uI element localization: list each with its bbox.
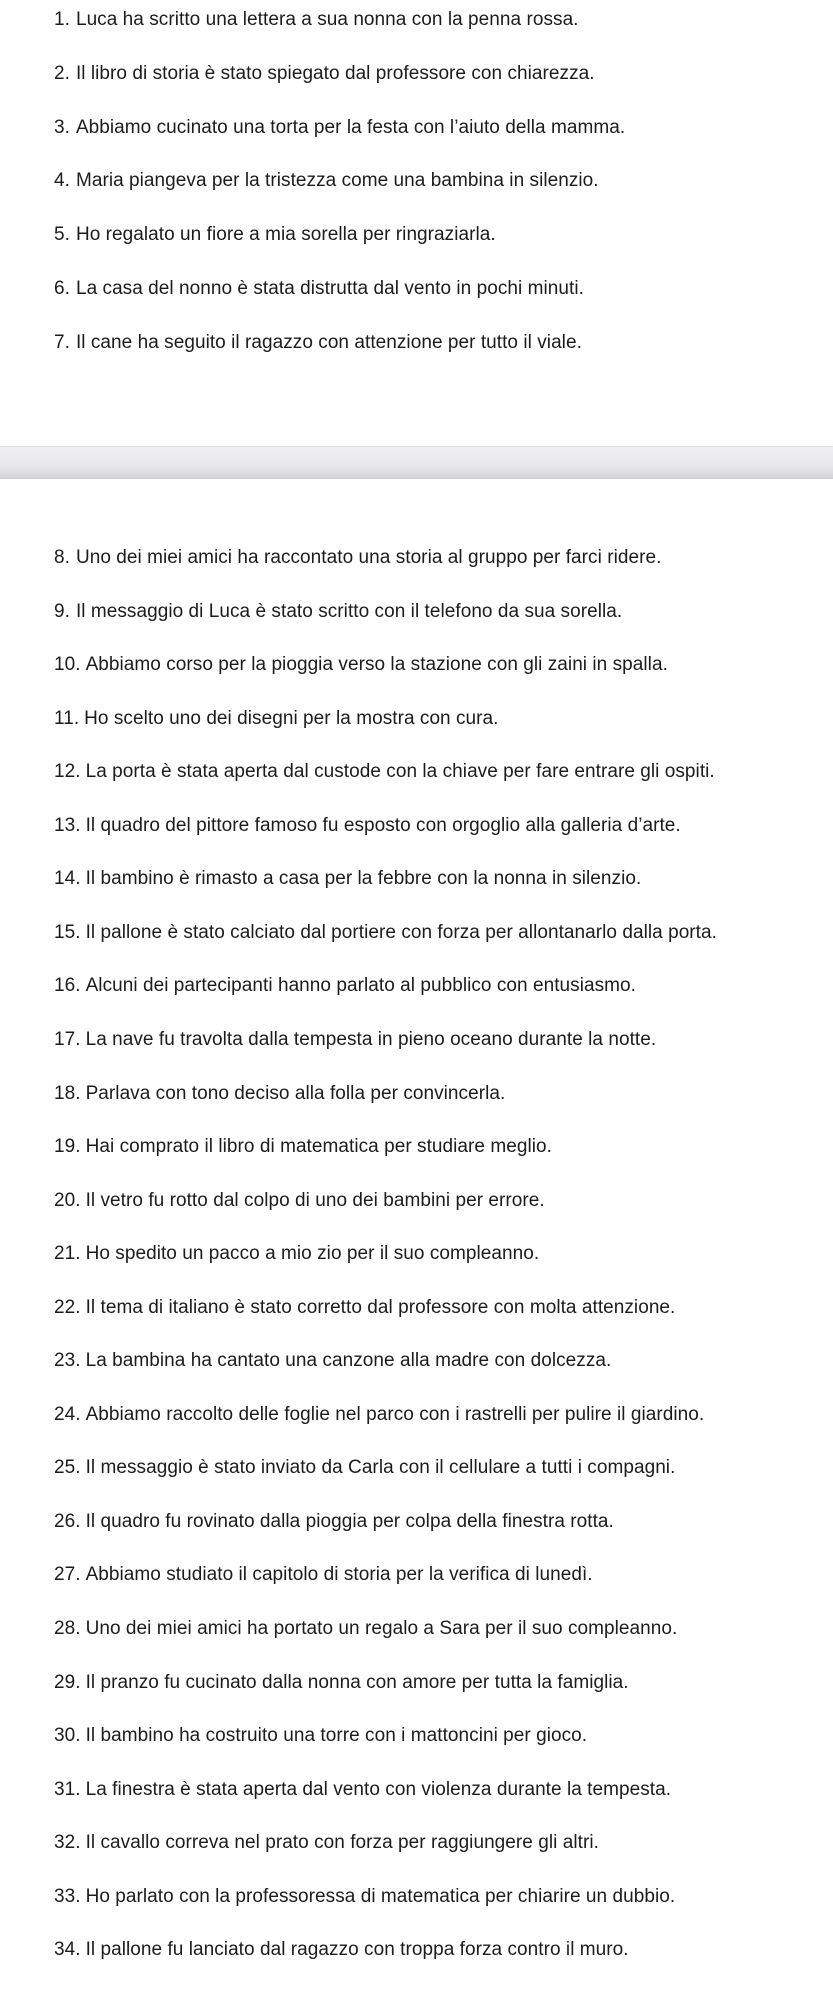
sentence-number: 13. [54, 815, 81, 836]
sentence-number: 31. [54, 1779, 81, 1800]
sentence-text: Ho parlato con la professoressa di matematica per chiarire un dubbio. [85, 1886, 676, 1907]
sentence-text: Il vetro fu rotto dal colpo di uno dei bambini per errore. [85, 1190, 545, 1211]
sentence-text: Il messaggio è stato inviato da Carla con il cellulare a tutti i compagni. [85, 1457, 676, 1478]
sentence-item [54, 760, 715, 784]
sentence-item [54, 1938, 629, 1962]
sentence-item [54, 1724, 587, 1748]
sentence-item [54, 1831, 599, 1855]
sentence-text: Il cane ha seguito il ragazzo con attenzione per tutto il viale. [75, 332, 582, 353]
sentence-text: Il bambino ha costruito una torre con i mattoncini per gioco. [85, 1725, 588, 1746]
sentence-item [54, 169, 599, 193]
sentence-item [54, 116, 625, 140]
sentence-text: Il messaggio di Luca è stato scritto con il telefono da sua sorella. [75, 601, 623, 622]
sentence-number: 7. [54, 332, 70, 353]
sentence-number: 20. [54, 1190, 81, 1211]
sentence-item [54, 1778, 671, 1802]
sentence-number: 17. [54, 1029, 81, 1050]
sentence-number: 30. [54, 1725, 81, 1746]
sentence-text: La finestra è stata aperta dal vento con violenza durante la tempesta. [85, 1779, 672, 1800]
sentence-number: 6. [54, 278, 70, 299]
sentence-text: Uno dei miei amici ha portato un regalo a Sara per il suo compleanno. [85, 1618, 678, 1639]
sentence-number: 27. [54, 1564, 81, 1585]
sentence-text: Il quadro fu rovinato dalla pioggia per colpa della finestra rotta. [85, 1511, 614, 1532]
sentence-number: 34. [54, 1939, 81, 1960]
sentence-item [54, 921, 717, 945]
sentence-number: 14. [54, 868, 81, 889]
sentence-item [54, 1563, 593, 1587]
sentence-text: Luca ha scritto una lettera a sua nonna con la penna rossa. [75, 9, 579, 30]
sentence-number: 4. [54, 170, 70, 191]
sentence-item [54, 546, 661, 570]
sentence-number: 25. [54, 1457, 81, 1478]
sentence-item [54, 653, 668, 677]
sentence-text: Maria piangeva per la tristezza come una bambina in silenzio. [75, 170, 599, 191]
sentence-text: Abbiamo corso per la pioggia verso la stazione con gli zaini in spalla. [85, 654, 668, 675]
sentence-number: 32. [54, 1832, 81, 1853]
sentence-item [54, 331, 582, 355]
sentence-number: 18. [54, 1083, 81, 1104]
sentence-text: Ho scelto uno dei disegni per la mostra con cura. [84, 708, 499, 729]
sentence-number: 26. [54, 1511, 81, 1532]
sentence-text: Hai comprato il libro di matematica per studiare meglio. [85, 1136, 552, 1157]
sentence-item [54, 277, 584, 301]
sentence-item [54, 1617, 677, 1641]
sentence-item [54, 1403, 704, 1427]
screenshot-divider [0, 446, 833, 479]
sentence-number: 23. [54, 1350, 81, 1371]
sentence-text: Ho spedito un pacco a mio zio per il suo compleanno. [85, 1243, 540, 1264]
sentence-text: Abbiamo raccolto delle foglie nel parco con i rastrelli per pulire il giardino. [85, 1404, 705, 1425]
sentence-item [54, 62, 595, 86]
sentence-number: 29. [54, 1672, 81, 1693]
sentence-number: 19. [54, 1136, 81, 1157]
sentence-text: Il pranzo fu cucinato dalla nonna con amore per tutta la famiglia. [85, 1672, 629, 1693]
sentence-text: Il tema di italiano è stato corretto dal professore con molta attenzione. [85, 1297, 676, 1318]
sentence-text: La bambina ha cantato una canzone alla madre con dolcezza. [85, 1350, 612, 1371]
sentence-item [54, 1671, 629, 1695]
sentence-item [54, 1349, 611, 1373]
sentence-number: 16. [54, 975, 81, 996]
sentence-item [54, 600, 622, 624]
sentence-text: Il libro di storia è stato spiegato dal professore con chiarezza. [75, 63, 595, 84]
sentence-number: 5. [54, 224, 70, 245]
sentence-number: 22. [54, 1297, 81, 1318]
sentence-text: Ho regalato un fiore a mia sorella per ringraziarla. [75, 224, 496, 245]
sentence-item [54, 8, 579, 32]
sentence-item [54, 974, 636, 998]
sentence-text: Il pallone è stato calciato dal portiere con forza per allontanarlo dalla porta. [85, 922, 717, 943]
sentence-item [54, 1885, 675, 1909]
sentence-item [54, 1456, 675, 1480]
sentence-item [54, 1082, 505, 1106]
sentence-text: Il pallone fu lanciato dal ragazzo con troppa forza contro il muro. [85, 1939, 629, 1960]
sentence-text: La porta è stata aperta dal custode con la chiave per fare entrare gli ospiti. [85, 761, 715, 782]
sentence-item [54, 1510, 614, 1534]
sentence-number: 11. [54, 708, 80, 729]
sentence-number: 15. [54, 922, 81, 943]
sentence-number: 24. [54, 1404, 81, 1425]
sentence-text: Il quadro del pittore famoso fu esposto con orgoglio alla galleria d’arte. [85, 815, 681, 836]
sentence-text: La nave fu travolta dalla tempesta in pieno oceano durante la notte. [85, 1029, 657, 1050]
sentence-text: Abbiamo cucinato una torta per la festa con l’aiuto della mamma. [75, 117, 626, 138]
sentence-item [54, 1296, 675, 1320]
sentence-number: 21. [54, 1243, 81, 1264]
sentence-item [54, 223, 496, 247]
sentence-item [54, 867, 641, 891]
sentence-number: 10. [54, 654, 81, 675]
sentence-item [54, 814, 681, 838]
sentence-text: Il cavallo correva nel prato con forza per raggiungere gli altri. [85, 1832, 599, 1853]
sentence-item [54, 1242, 539, 1266]
sentence-number: 2. [54, 63, 70, 84]
sentence-number: 9. [54, 601, 70, 622]
sentence-text: La casa del nonno è stata distrutta dal vento in pochi minuti. [75, 278, 584, 299]
sentence-text: Abbiamo studiato il capitolo di storia per la verifica di lunedì. [85, 1564, 593, 1585]
sentence-number: 8. [54, 547, 70, 568]
sentence-number: 1. [54, 9, 70, 30]
sentence-number: 3. [54, 117, 70, 138]
sentence-number: 33. [54, 1886, 81, 1907]
sentence-item [54, 1189, 545, 1213]
sentence-number: 28. [54, 1618, 81, 1639]
sentence-text: Il bambino è rimasto a casa per la febbre con la nonna in silenzio. [85, 868, 642, 889]
sentence-text: Parlava con tono deciso alla folla per convincerla. [85, 1083, 506, 1104]
sentence-item [54, 1135, 552, 1159]
sentence-item [54, 707, 499, 731]
sentence-text: Alcuni dei partecipanti hanno parlato al pubblico con entusiasmo. [85, 975, 636, 996]
sentence-item [54, 1028, 656, 1052]
sentence-number: 12. [54, 761, 81, 782]
sentence-text: Uno dei miei amici ha raccontato una storia al gruppo per farci ridere. [75, 547, 662, 568]
